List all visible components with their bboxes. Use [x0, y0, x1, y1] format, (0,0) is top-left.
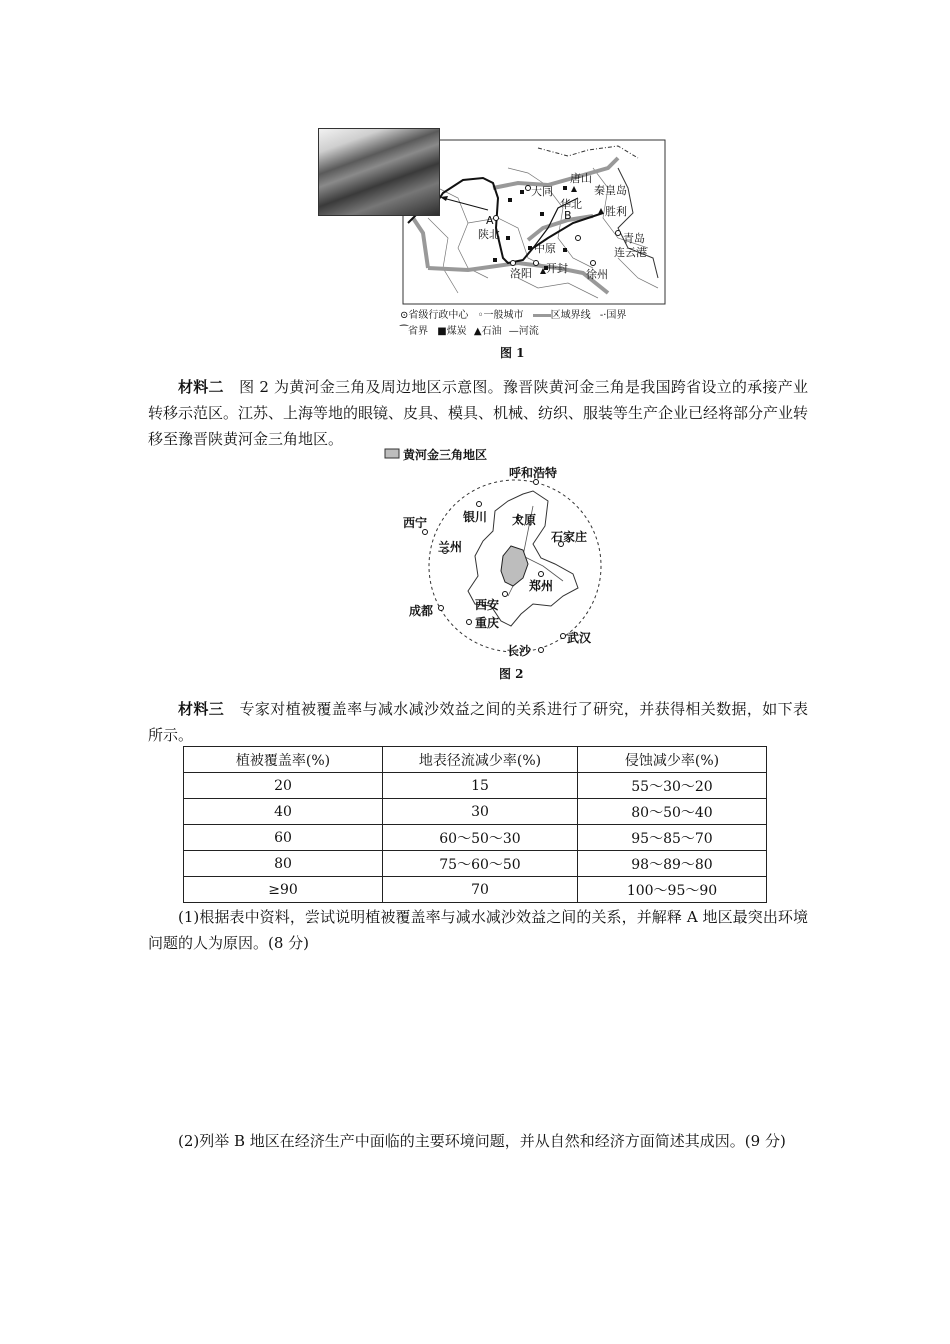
- table-cell: 15: [383, 773, 578, 799]
- label-huabei: 华北: [560, 198, 582, 211]
- city-xian: 西安: [475, 598, 500, 612]
- city-yinchuan: 银川: [463, 510, 488, 524]
- table-row: [184, 825, 767, 851]
- table-row: [184, 851, 767, 877]
- table-header: 植被覆盖率(%): [184, 747, 383, 773]
- city-shijiazhuang: 石家庄: [551, 530, 588, 544]
- province-capital-icon: ⊙: [400, 310, 409, 321]
- city-icon: ◦: [477, 310, 484, 321]
- figure-2-caption: 图 2: [499, 667, 524, 681]
- vegetation-data-table: [183, 746, 767, 903]
- table-cell: 60: [184, 825, 383, 851]
- material-3-text: 专家对植被覆盖率与减水减沙效益之间的关系进行了研究，并获得相关数据，如下表所示。: [148, 700, 808, 744]
- table-cell: 95～85～70: [578, 825, 767, 851]
- material-2-paragraph: [148, 374, 808, 452]
- city-taiyuan: 太原: [512, 513, 537, 527]
- figure-1-legend-row-2: ⁀省界 ■煤炭 ▲石油 —河流: [400, 326, 539, 337]
- city-wuhan: 武汉: [567, 631, 592, 645]
- label-kaifeng: 开封: [546, 262, 568, 275]
- table-cell: 100～95～90: [578, 877, 767, 903]
- figure-1-caption: 图 1: [500, 346, 525, 360]
- label-zhongyuan: 中原: [534, 242, 556, 255]
- table-row: [184, 799, 767, 825]
- table-cell: 98～89～80: [578, 851, 767, 877]
- label-luoyang: 洛阳: [510, 267, 532, 280]
- table-row: [184, 773, 767, 799]
- table-cell: 75～60～50: [383, 851, 578, 877]
- river-icon: —: [508, 326, 519, 337]
- table-cell: 60～50～30: [383, 825, 578, 851]
- figure-1-legend-row-1: ⊙省级行政中心 ◦一般城市 区域界线 -·国界: [400, 310, 627, 321]
- city-zhengzhou: 郑州: [529, 579, 554, 593]
- national-border-icon: -·: [599, 310, 607, 321]
- figure-2-legend-label: 黄河金三角地区: [403, 448, 488, 462]
- city-chongqing: 重庆: [475, 616, 500, 630]
- coal-icon: ■: [437, 326, 447, 337]
- label-xuzhou: 徐州: [586, 268, 608, 281]
- table-cell: 20: [184, 773, 383, 799]
- table-cell: 55～30～20: [578, 773, 767, 799]
- golden-triangle-legend-swatch: [385, 449, 399, 458]
- label-shengli: 胜利: [605, 205, 627, 218]
- city-huhehaote: 呼和浩特: [509, 466, 558, 480]
- city-changsha: 长沙: [507, 644, 532, 658]
- table-cell: 80～50～40: [578, 799, 767, 825]
- label-lianyungang: 连云港: [614, 246, 647, 259]
- map-frame: [403, 140, 665, 304]
- table-header: 地表径流减少率(%): [383, 747, 578, 773]
- table-header-row: [184, 747, 767, 773]
- question-1: (1)根据表中资料，尝试说明植被覆盖率与减水减沙效益之间的关系，并解释 A 地区最突出环境问题的人为原因。(8 分): [148, 908, 808, 952]
- table-cell: 80: [184, 851, 383, 877]
- table-cell: ≥90: [184, 877, 383, 903]
- label-qingdao: 青岛: [623, 232, 645, 245]
- material-2-text: 图 2 为黄河金三角及周边地区示意图。豫晋陕黄河金三角是我国跨省设立的承接产业转移示范区。江苏、上海等地的眼镜、皮具、模具、机械、纺织、服装等生产企业已经将部分产业转移至豫晋陕黄河金三角地区。: [148, 378, 809, 448]
- region-line-icon: [533, 314, 551, 317]
- label-qinhuangdao: 秦皇岛: [594, 184, 627, 197]
- material-3-paragraph: [148, 696, 808, 748]
- city-lanzhou: 兰州: [438, 540, 463, 554]
- table-header: 侵蚀减少率(%): [578, 747, 767, 773]
- table-cell: 30: [383, 799, 578, 825]
- question-2: (2)列举 B 地区在经济生产中面临的主要环境问题，并从自然和经济方面简述其成因。(9 分): [178, 1132, 786, 1150]
- table-cell: 40: [184, 799, 383, 825]
- label-datong: 大同: [531, 185, 553, 198]
- material-3-title: 材料三: [178, 700, 225, 718]
- figure-1: [318, 128, 668, 340]
- table-row: [184, 877, 767, 903]
- material-2-title: 材料二: [178, 378, 224, 396]
- city-chengdu: 成都: [409, 604, 434, 618]
- province-border-icon: ⁀: [400, 326, 409, 337]
- figure-2: [383, 446, 613, 661]
- label-shanbei: 陕北: [478, 228, 500, 241]
- label-tangshan: 唐山: [570, 172, 592, 185]
- city-xining: 西宁: [403, 516, 428, 530]
- label-a: A: [486, 214, 494, 227]
- oil-icon: ▲: [473, 326, 482, 337]
- loess-plateau-photo: [318, 128, 440, 216]
- table-cell: 70: [383, 877, 578, 903]
- label-b: B: [564, 209, 572, 222]
